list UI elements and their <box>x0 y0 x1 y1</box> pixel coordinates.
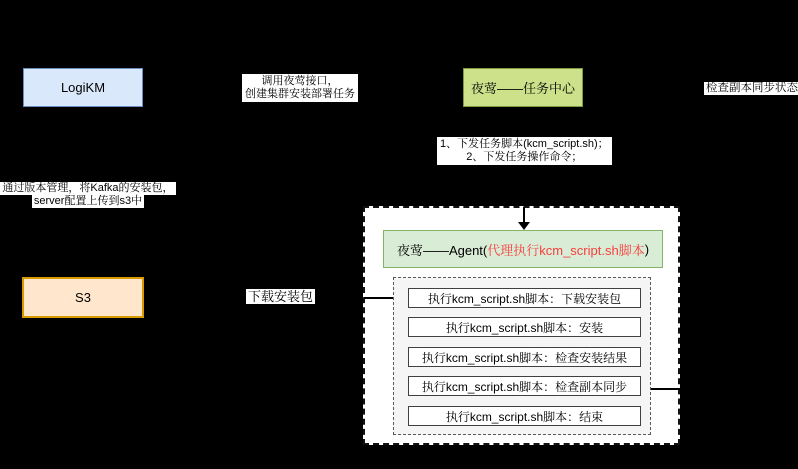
node-s3-label: S3 <box>75 290 91 305</box>
label-call-api <box>242 74 358 102</box>
label-download-package <box>246 289 315 304</box>
label-upload-package-line2: server配置上传到s3中 <box>33 195 143 207</box>
step-install-label: 执行kcm_script.sh脚本：安装 <box>445 320 604 335</box>
label-download-package-text: 下载安装包 <box>248 289 314 304</box>
node-logikm <box>23 68 143 107</box>
step-check-install-result-label: 执行kcm_script.sh脚本：检查安装结果 <box>421 350 628 365</box>
node-logikm-label: LogiKM <box>60 80 106 95</box>
agent-container <box>363 206 680 445</box>
label-call-api-line1: 调用夜莺接口， <box>261 75 339 87</box>
label-dispatch-task-line1: 1、下发任务脚本(kcm_script.sh)； <box>440 138 609 150</box>
label-check-sync-status <box>704 82 798 95</box>
label-call-api-line2: 创建集群安装部署任务 <box>245 88 355 100</box>
label-dispatch-task <box>437 137 612 165</box>
node-s3 <box>22 277 144 318</box>
step-check-replica-sync-label: 执行kcm_script.sh脚本：检查副本同步 <box>421 379 628 394</box>
step-check-install-result <box>408 347 641 367</box>
step-download-package <box>408 288 641 308</box>
task-to-agent-arrow-head <box>518 222 530 230</box>
agent-step-list <box>393 277 651 435</box>
node-agent-label-red: 代理执行kcm_script.sh脚本 <box>487 242 645 258</box>
label-upload-package-line1: 通过版本管理，将Kafka的安装包， <box>2 182 174 194</box>
step-download-package-label: 执行kcm_script.sh脚本：下载安装包 <box>427 291 622 306</box>
node-agent-label-suffix: ) <box>644 241 650 257</box>
step-finish <box>408 406 641 426</box>
step-install <box>408 317 641 337</box>
node-task-center <box>463 68 583 107</box>
node-task-center-label: 夜莺——任务中心 <box>470 81 575 96</box>
label-check-sync-status-text: 检查副本同步状态 <box>706 82 798 94</box>
label-dispatch-task-line2: 2、下发任务操作命令； <box>466 151 583 163</box>
task-to-agent-arrow-line <box>523 207 525 223</box>
step-check-replica-sync <box>408 376 641 396</box>
node-agent-label-prefix: 夜莺——Agent( <box>396 242 488 258</box>
step-finish-label: 执行kcm_script.sh脚本：结束 <box>445 409 604 424</box>
node-agent <box>383 230 663 268</box>
label-upload-package <box>0 182 176 208</box>
